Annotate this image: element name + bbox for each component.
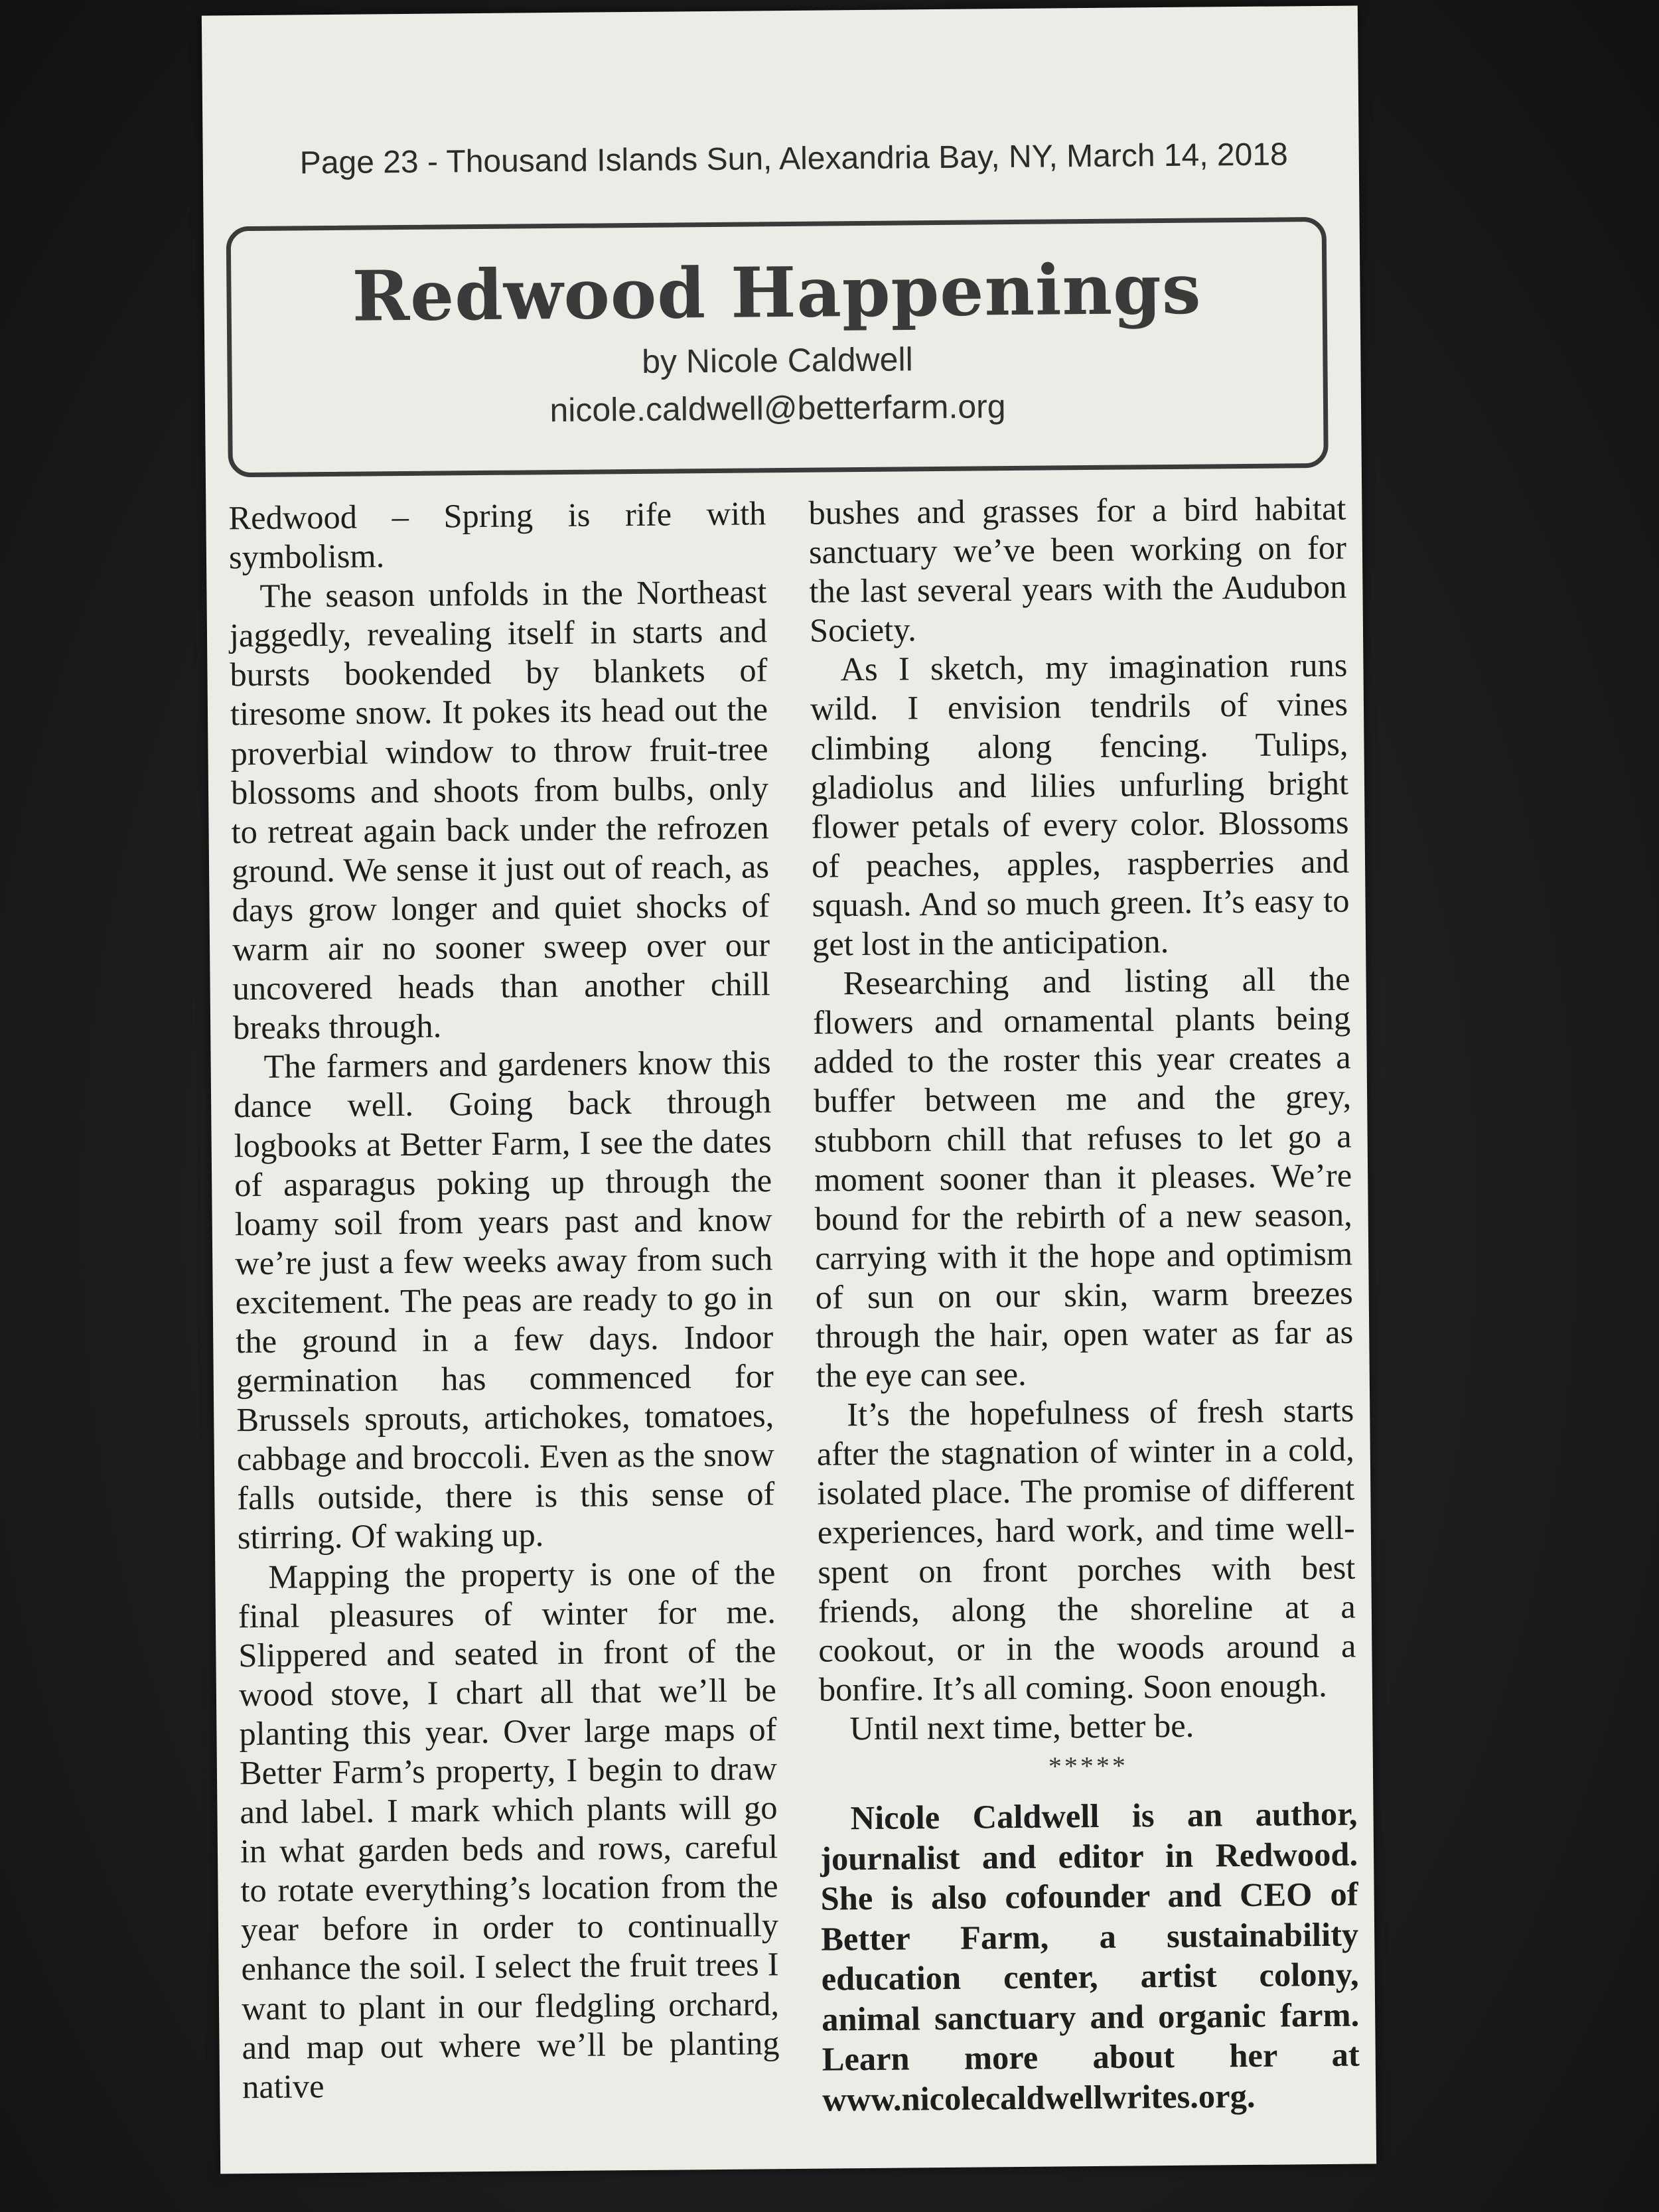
author-byline: by Nicole Caldwell [641,340,913,380]
article-paragraph: The season unfolds in the Northeast jaggedly, revealing itself in starts and bursts bookended by blankets of tiresome snow. It pokes its head out the proverbial window to throw fruit-tree blossoms and shoots from bulbs, only to retreat again back under the refrozen ground. We sense it just out of reach, as days grow longer and quiet shocks of warm air no sooner sweep over our uncovered heads than another chill breaks through. [229,573,770,1047]
article-closing: Until next time, better be. [849,1706,1194,1747]
newspaper-clipping [202,5,1376,2174]
column-masthead-box [226,217,1329,477]
page-header-line: Page 23 - Thousand Islands Sun, Alexandria Bay, NY, March 14, 2018 [299,137,1288,181]
author-bio: Nicole Caldwell is an author, journalist and editor in Redwood. She is also cofounder and CEO of Better Farm, a sustainability education center, artist colony, animal sanctuary and organic farm. Learn more about her at www.nicolecaldwellwrites.org. [820,1795,1360,2118]
article-paragraph: bushes and grasses for a bird habitat sanctuary we’ve been working on for the last several years with the Audubon Society. [808,489,1347,649]
section-separator: ***** [1048,1750,1129,1781]
column-title: Redwood Happenings [352,248,1202,337]
article-paragraph: Redwood – Spring is rife with symbolism. [228,494,766,576]
article-paragraph: The farmers and gardeners know this dance well. Going back through logbooks at Better Farm, I see the dates of asparagus poking up through the loamy soil from years past and know we’re just a few weeks away from such excitement. The peas are ready to go in the ground in a few days. Indoor germination has commenced for Brussels sprouts, artichokes, tomatoes, cabbage and broccoli. Even as the snow falls outside, there is this sense of stirring. Of waking up. [233,1043,775,1556]
author-email: nicole.caldwell@betterfarm.org [549,388,1006,429]
article-column-right [808,489,1360,2120]
article-paragraph: Mapping the property is one of the final pleasures of winter for me. Slippered and seated in front of the wood stove, I chart all that we’ll be planting this year. Over large maps of Better Farm’s property, I begin to draw and label. I mark which plants will go in what garden beds and rows, careful to rotate everything’s location from the year before in order to continually enhance the soil. I select the fruit trees I want to plant in our fledgling orchard, and map out where we’ll be planting native [238,1553,780,2105]
article-column-left [228,494,780,2106]
article-paragraph: It’s the hopefulness of fresh starts after the stagnation of winter in a cold, isolated place. The promise of different experiences, hard work, and time well-spent on front porches with best friends, along the shoreline at a cookout, or in the woods around a bonfire. It’s all coming. Soon enough. [816,1391,1356,1708]
article-paragraph: Researching and listing all the flowers and ornamental plants being added to the roster this year creates a buffer between me and the grey, stubborn chill that refuses to let go a moment sooner than it pleases. We’re bound for the rebirth of a new season, carrying with it the hope and optimism of sun on our skin, warm breezes through the hair, open water as far as the eye can see. [812,960,1354,1394]
article-paragraph: As I sketch, my imagination runs wild. I envision tendrils of vines climbing along fencing. Tulips, gladiolus and lilies unfurling bright flower petals of every color. Blossoms of peaches, apples, raspberries and squash. And so much green. It’s easy to get lost in the anticipation. [810,646,1350,963]
